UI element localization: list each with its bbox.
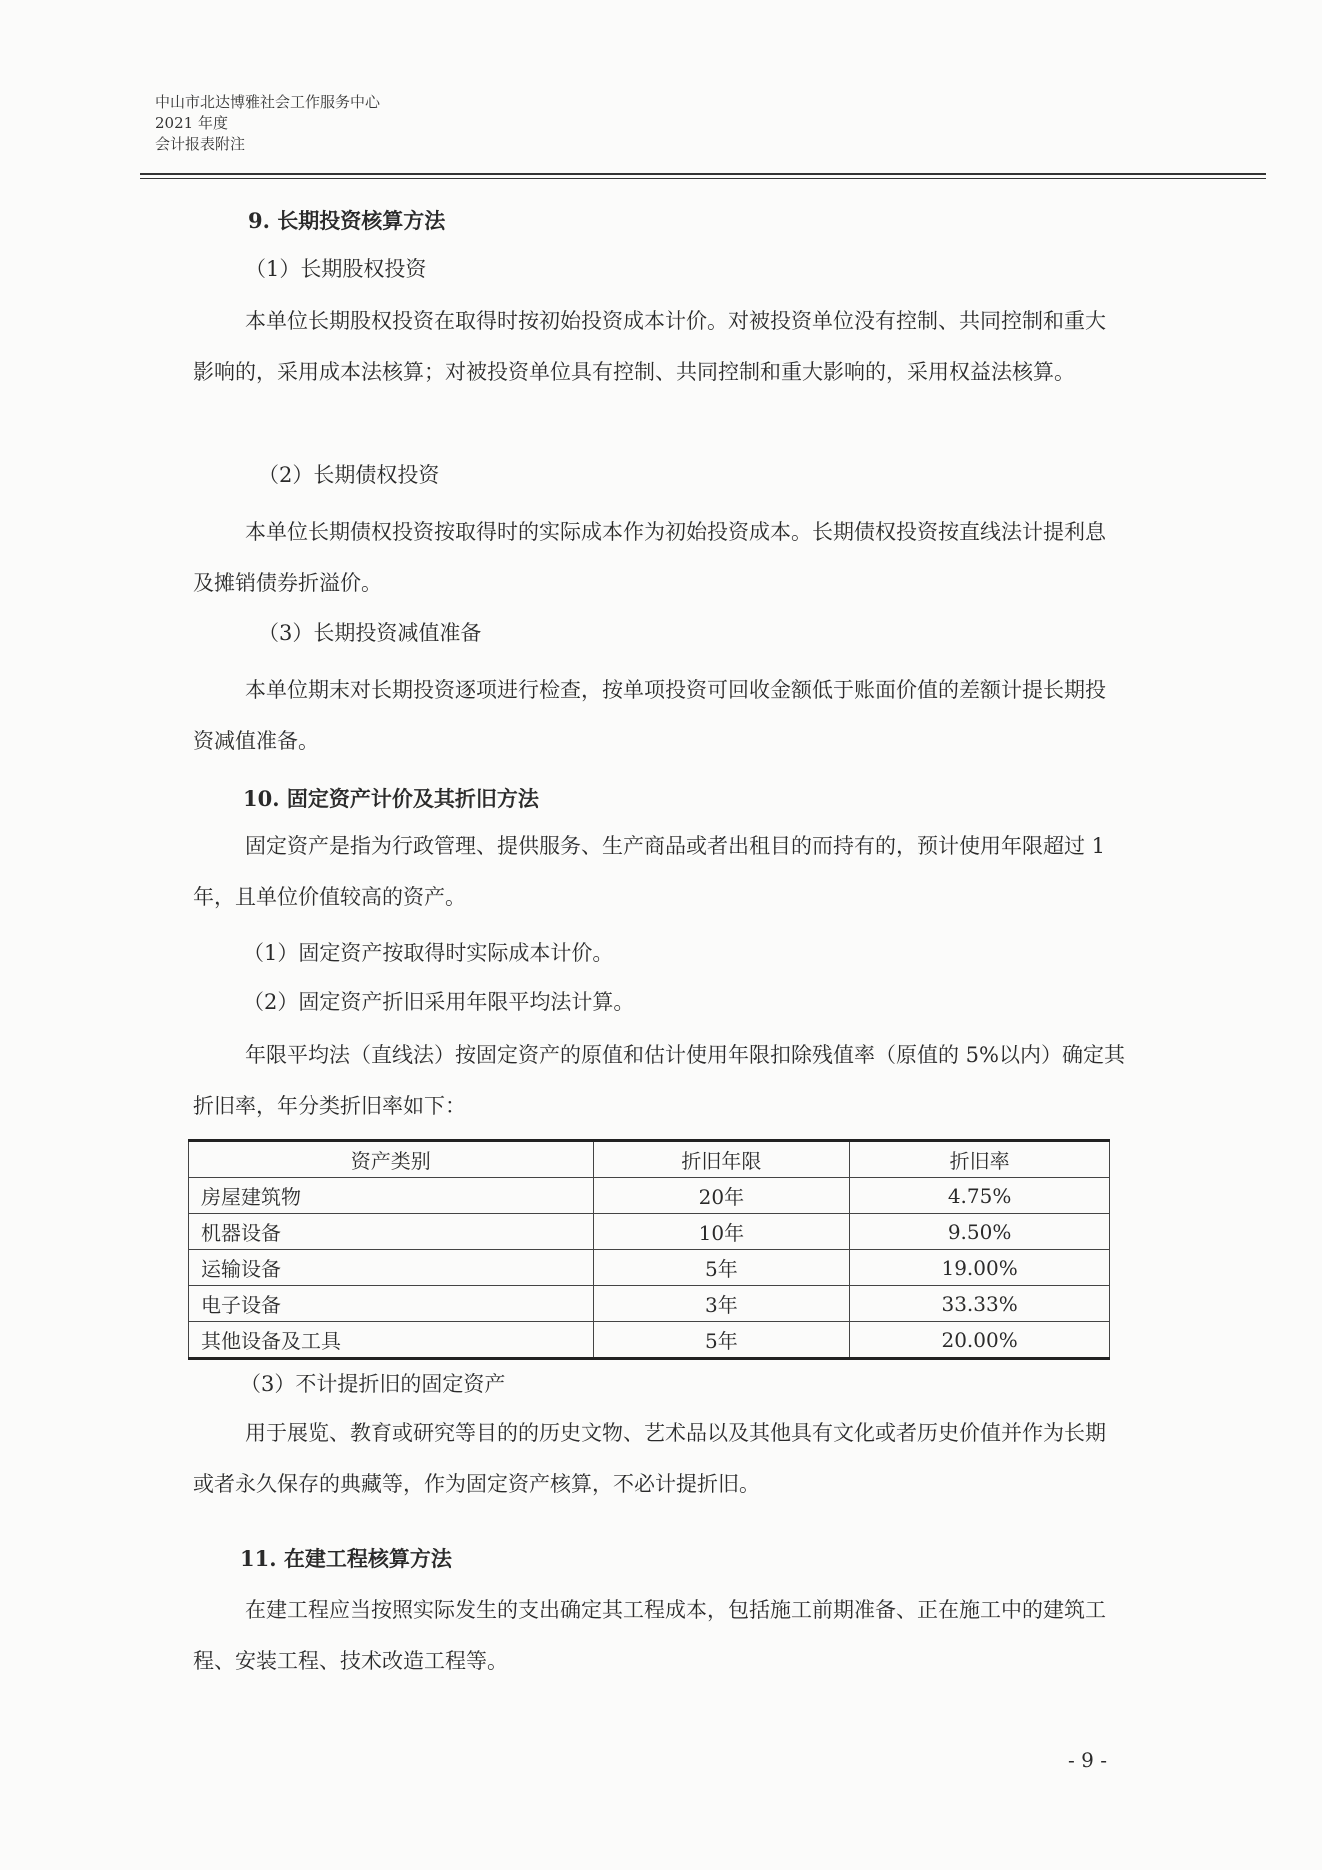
section-10-title: 10. 固定资产计价及其折旧方法 bbox=[243, 786, 539, 811]
table-row bbox=[189, 1286, 1110, 1322]
table-cell: 机器设备 bbox=[189, 1214, 594, 1250]
section-11-para1: 在建工程应当按照实际发生的支出确定其工程成本，包括施工前期准备、正在施工中的建筑工程、安装工程、技术改造工程等。 bbox=[193, 1598, 1106, 1673]
table-cell: 9.50% bbox=[850, 1214, 1110, 1250]
section-9-sub3: （3）长期投资减值准备 bbox=[258, 621, 482, 645]
section-10-para3: 用于展览、教育或研究等目的的历史文物、艺术品以及其他具有文化或者历史价值并作为长期或者永久保存的典藏等，作为固定资产核算，不必计提折旧。 bbox=[193, 1421, 1106, 1496]
section-9-para1: 本单位长期股权投资在取得时按初始投资成本计价。对被投资单位没有控制、共同控制和重大影响的，采用成本法核算；对被投资单位具有控制、共同控制和重大影响的，采用权益法核算。 bbox=[193, 309, 1106, 384]
page-number: - 9 - bbox=[1068, 1748, 1107, 1772]
section-10-item1: （1）固定资产按取得时实际成本计价。 bbox=[243, 941, 614, 965]
table-cell: 3年 bbox=[593, 1286, 850, 1322]
table-header-cell: 资产类别 bbox=[189, 1141, 594, 1178]
section-10-item2: （2）固定资产折旧采用年限平均法计算。 bbox=[243, 990, 635, 1014]
table-cell: 33.33% bbox=[850, 1286, 1110, 1322]
table-header-cell: 折旧年限 bbox=[593, 1141, 850, 1178]
page-header bbox=[155, 92, 380, 155]
section-9-title: 9. 长期投资核算方法 bbox=[248, 208, 446, 233]
table-cell: 电子设备 bbox=[189, 1286, 594, 1322]
table-header-row bbox=[189, 1141, 1110, 1178]
table-cell: 5年 bbox=[593, 1250, 850, 1286]
section-10-item3: （3）不计提折旧的固定资产 bbox=[240, 1372, 506, 1396]
table-cell: 20.00% bbox=[850, 1322, 1110, 1359]
table-cell: 4.75% bbox=[850, 1178, 1110, 1214]
table-row bbox=[189, 1250, 1110, 1286]
section-10-para1: 固定资产是指为行政管理、提供服务、生产商品或者出租目的而持有的，预计使用年限超过 1 年，且单位价值较高的资产。 bbox=[193, 834, 1106, 909]
table-cell: 10年 bbox=[593, 1214, 850, 1250]
table-row bbox=[189, 1178, 1110, 1214]
header-org: 中山市北达博雅社会工作服务中心 bbox=[155, 93, 381, 111]
section-9-para2: 本单位长期债权投资按取得时的实际成本作为初始投资成本。长期债权投资按直线法计提利息及摊销债券折溢价。 bbox=[193, 520, 1106, 595]
table-cell: 19.00% bbox=[850, 1250, 1110, 1286]
table-header-cell: 折旧率 bbox=[850, 1141, 1110, 1178]
section-9-sub2: （2）长期债权投资 bbox=[258, 463, 440, 487]
table-cell: 20年 bbox=[593, 1178, 850, 1214]
header-doc: 会计报表附注 bbox=[155, 135, 246, 153]
header-rule-thick bbox=[140, 173, 1266, 175]
section-11-title: 11. 在建工程核算方法 bbox=[240, 1546, 452, 1571]
table-cell: 5年 bbox=[593, 1322, 850, 1359]
table-cell: 房屋建筑物 bbox=[189, 1178, 594, 1214]
section-10-para2: 年限平均法（直线法）按固定资产的原值和估计使用年限扣除残值率（原值的 5%以内）确定其折旧率，年分类折旧率如下： bbox=[193, 1043, 1125, 1118]
depreciation-table bbox=[188, 1139, 1110, 1360]
section-9-para3: 本单位期末对长期投资逐项进行检查，按单项投资可回收金额低于账面价值的差额计提长期投资减值准备。 bbox=[193, 678, 1106, 753]
header-year: 2021 年度 bbox=[155, 114, 228, 132]
table-row bbox=[189, 1322, 1110, 1359]
table-cell: 其他设备及工具 bbox=[189, 1322, 594, 1359]
table-row bbox=[189, 1214, 1110, 1250]
table-cell: 运输设备 bbox=[189, 1250, 594, 1286]
section-9-sub1: （1）长期股权投资 bbox=[245, 257, 427, 281]
header-rule-thin bbox=[140, 178, 1266, 179]
